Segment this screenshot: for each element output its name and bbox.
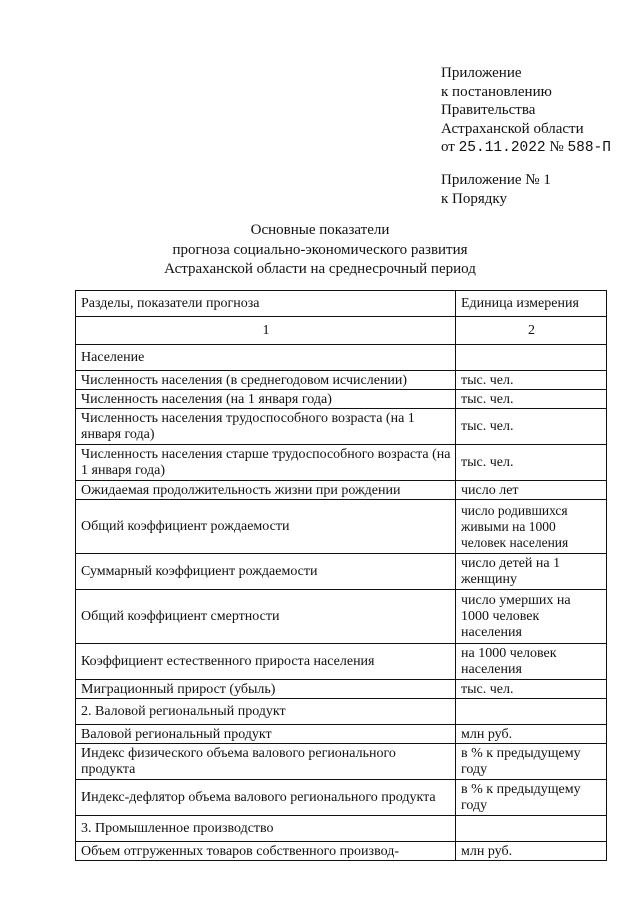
document-title <box>0 221 640 280</box>
table-header-row <box>76 291 607 317</box>
table-row <box>76 390 607 409</box>
annex-line: к Порядку <box>441 190 507 207</box>
indicators-table <box>75 290 607 861</box>
indicator-cell: Миграционный прирост (убыль) <box>76 680 456 699</box>
indicator-cell: Суммарный коэффициент рождаемости <box>76 554 456 590</box>
table-row <box>76 725 607 744</box>
approval-header <box>441 64 611 158</box>
indicator-cell: Население <box>76 345 456 371</box>
header-line: к постановлению <box>441 83 552 100</box>
unit-cell: тыс. чел. <box>456 371 607 390</box>
table-row <box>76 590 607 644</box>
table-row <box>76 481 607 500</box>
table-row <box>76 445 607 481</box>
indicator-cell: Общий коэффициент рождаемости <box>76 500 456 554</box>
table-row <box>76 644 607 680</box>
table-row <box>76 699 607 725</box>
table-row <box>76 500 607 554</box>
indicator-cell: Численность населения старше трудоспособного возраста (на 1 января года) <box>76 445 456 481</box>
unit-cell: число родившихся живыми на 1000 человек населения <box>456 500 607 554</box>
header-line: Приложение <box>441 65 522 81</box>
title-line: Астраханской области на среднесрочный период <box>164 261 476 277</box>
unit-cell: тыс. чел. <box>456 445 607 481</box>
unit-cell: млн руб. <box>456 725 607 744</box>
header-line: Правительства <box>441 102 536 118</box>
unit-cell: в % к предыдущему году <box>456 780 607 816</box>
indicator-cell: Валовой региональный продукт <box>76 725 456 744</box>
unit-cell <box>456 699 607 725</box>
annex-reference <box>441 171 551 208</box>
decree-prefix: от <box>441 139 455 155</box>
indicator-cell: Ожидаемая продолжительность жизни при рождении <box>76 481 456 500</box>
unit-cell: тыс. чел. <box>456 680 607 699</box>
unit-cell: число лет <box>456 481 607 500</box>
column-header: Единица измерения <box>456 291 607 317</box>
indicator-cell: Численность населения (в среднегодовом исчислении) <box>76 371 456 390</box>
indicator-cell: Коэффициент естественного прироста населения <box>76 644 456 680</box>
column-number: 1 <box>76 317 456 345</box>
unit-cell <box>456 345 607 371</box>
column-header: Разделы, показатели прогноза <box>76 291 456 317</box>
header-line: Астраханской области <box>441 120 584 137</box>
indicator-cell: 2. Валовой региональный продукт <box>76 699 456 725</box>
indicator-cell: 3. Промышленное производство <box>76 816 456 842</box>
unit-cell: на 1000 человек населения <box>456 644 607 680</box>
unit-cell: число умерших на 1000 человек населения <box>456 590 607 644</box>
title-line: прогноза социально-экономического развития <box>172 241 468 258</box>
indicator-cell: Индекс физического объема валового регионального продукта <box>76 744 456 780</box>
unit-cell: в % к предыдущему году <box>456 744 607 780</box>
table-row <box>76 345 607 371</box>
column-number: 2 <box>456 317 607 345</box>
unit-cell <box>456 816 607 842</box>
table-row <box>76 554 607 590</box>
table-row <box>76 409 607 445</box>
table-row <box>76 371 607 390</box>
unit-cell: тыс. чел. <box>456 409 607 445</box>
decree-date: 25.11.2022 <box>458 140 546 156</box>
indicator-cell: Численность населения трудоспособного возраста (на 1 января года) <box>76 409 456 445</box>
decree-number-sign: № <box>549 139 564 155</box>
table-row <box>76 816 607 842</box>
table-row <box>76 680 607 699</box>
title-line: Основные показатели <box>250 222 390 238</box>
indicator-cell: Общий коэффициент смертности <box>76 590 456 644</box>
unit-cell: тыс. чел. <box>456 390 607 409</box>
table-row <box>76 842 607 861</box>
table-row <box>76 780 607 816</box>
indicator-cell: Объем отгруженных товаров собственного производ- <box>76 842 456 861</box>
decree-line <box>441 138 611 158</box>
table-row <box>76 744 607 780</box>
indicator-cell: Численность населения (на 1 января года) <box>76 390 456 409</box>
unit-cell: млн руб. <box>456 842 607 861</box>
unit-cell: число детей на 1 женщину <box>456 554 607 590</box>
annex-line: Приложение № 1 <box>441 172 551 188</box>
decree-number: 588-П <box>567 140 611 156</box>
column-number-row <box>76 317 607 345</box>
indicator-cell: Индекс-дефлятор объема валового регионального продукта <box>76 780 456 816</box>
